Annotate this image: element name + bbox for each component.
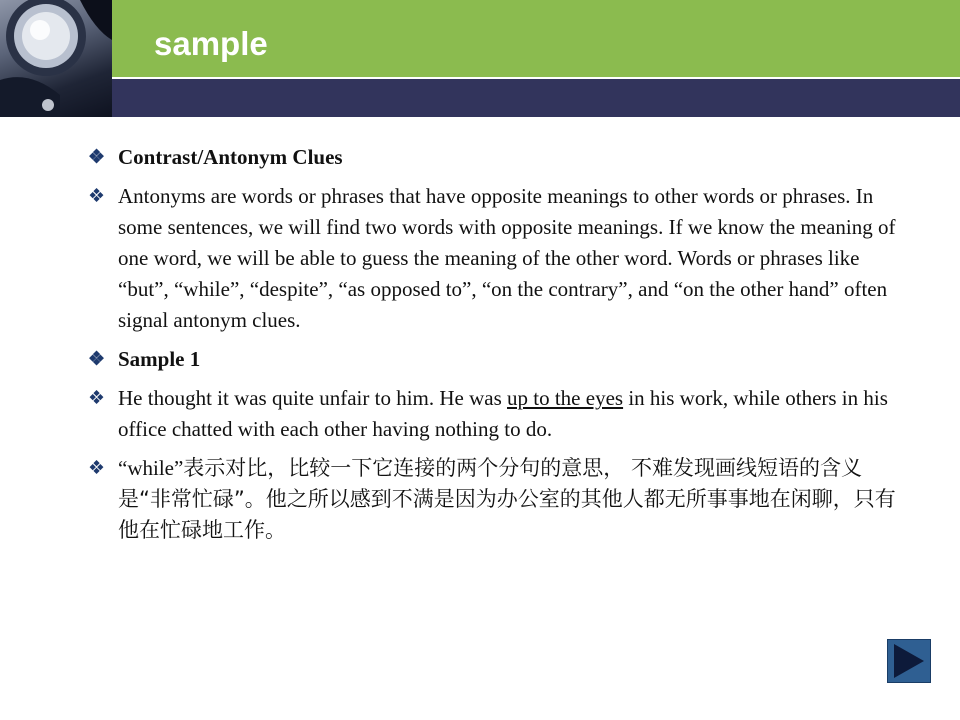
bullet-item-definition: [88, 181, 908, 336]
chinese-explanation: 表示对比，比较一下它连接的两个分句的意思， 不难发现画线短语的含义是“非常忙碌”。他之所以感到不满是因为办公室的其他人都无所事事地在闲聊，只有他在忙碌地工作。: [118, 456, 896, 542]
bullet-list: [88, 142, 908, 554]
next-slide-button[interactable]: [887, 639, 931, 683]
underlined-phrase: up to the eyes: [507, 386, 624, 410]
bullet-item-explanation: [88, 453, 908, 546]
bullet-item-sample-label: [88, 344, 908, 375]
sentence-end: in his work, while others in his office chatted with each other having nothing to do.: [118, 386, 888, 441]
bullet-text: Contrast/Antonym Clues: [118, 145, 343, 169]
diamond-bullet-icon: ❖: [88, 186, 106, 207]
bullet-text: Antonyms are words or phrases that have opposite meanings to other words or phrases. In some sentences, we will find two words with opposite meanings. If we know the meaning of one word, we will be able to guess the meaning of the other word. Words or phrases like “but”, “while”, “despite”, “as opposed to”, “on the contrary”, and “on the other hand” often signal antonym clues.: [118, 184, 896, 332]
sentence-start: He thought it was quite unfair to him. He was: [118, 386, 508, 410]
slide-title: sample: [154, 25, 268, 62]
header-car-photo: [0, 0, 112, 117]
diamond-bullet-icon: ❖: [88, 388, 106, 409]
diamond-bullet-icon: ❖: [88, 349, 106, 370]
bullet-item-heading: [88, 142, 908, 173]
header-divider: [112, 77, 960, 78]
play-triangle-icon: [888, 640, 930, 682]
header-band: [112, 79, 960, 117]
diamond-bullet-icon: ❖: [88, 147, 106, 168]
bullet-item-sample-sentence: [88, 383, 908, 445]
bullet-text: Sample 1: [118, 347, 201, 371]
quoted-word: “while”: [118, 456, 184, 480]
car-headlight-image: [0, 0, 112, 117]
diamond-bullet-icon: ❖: [88, 458, 106, 479]
